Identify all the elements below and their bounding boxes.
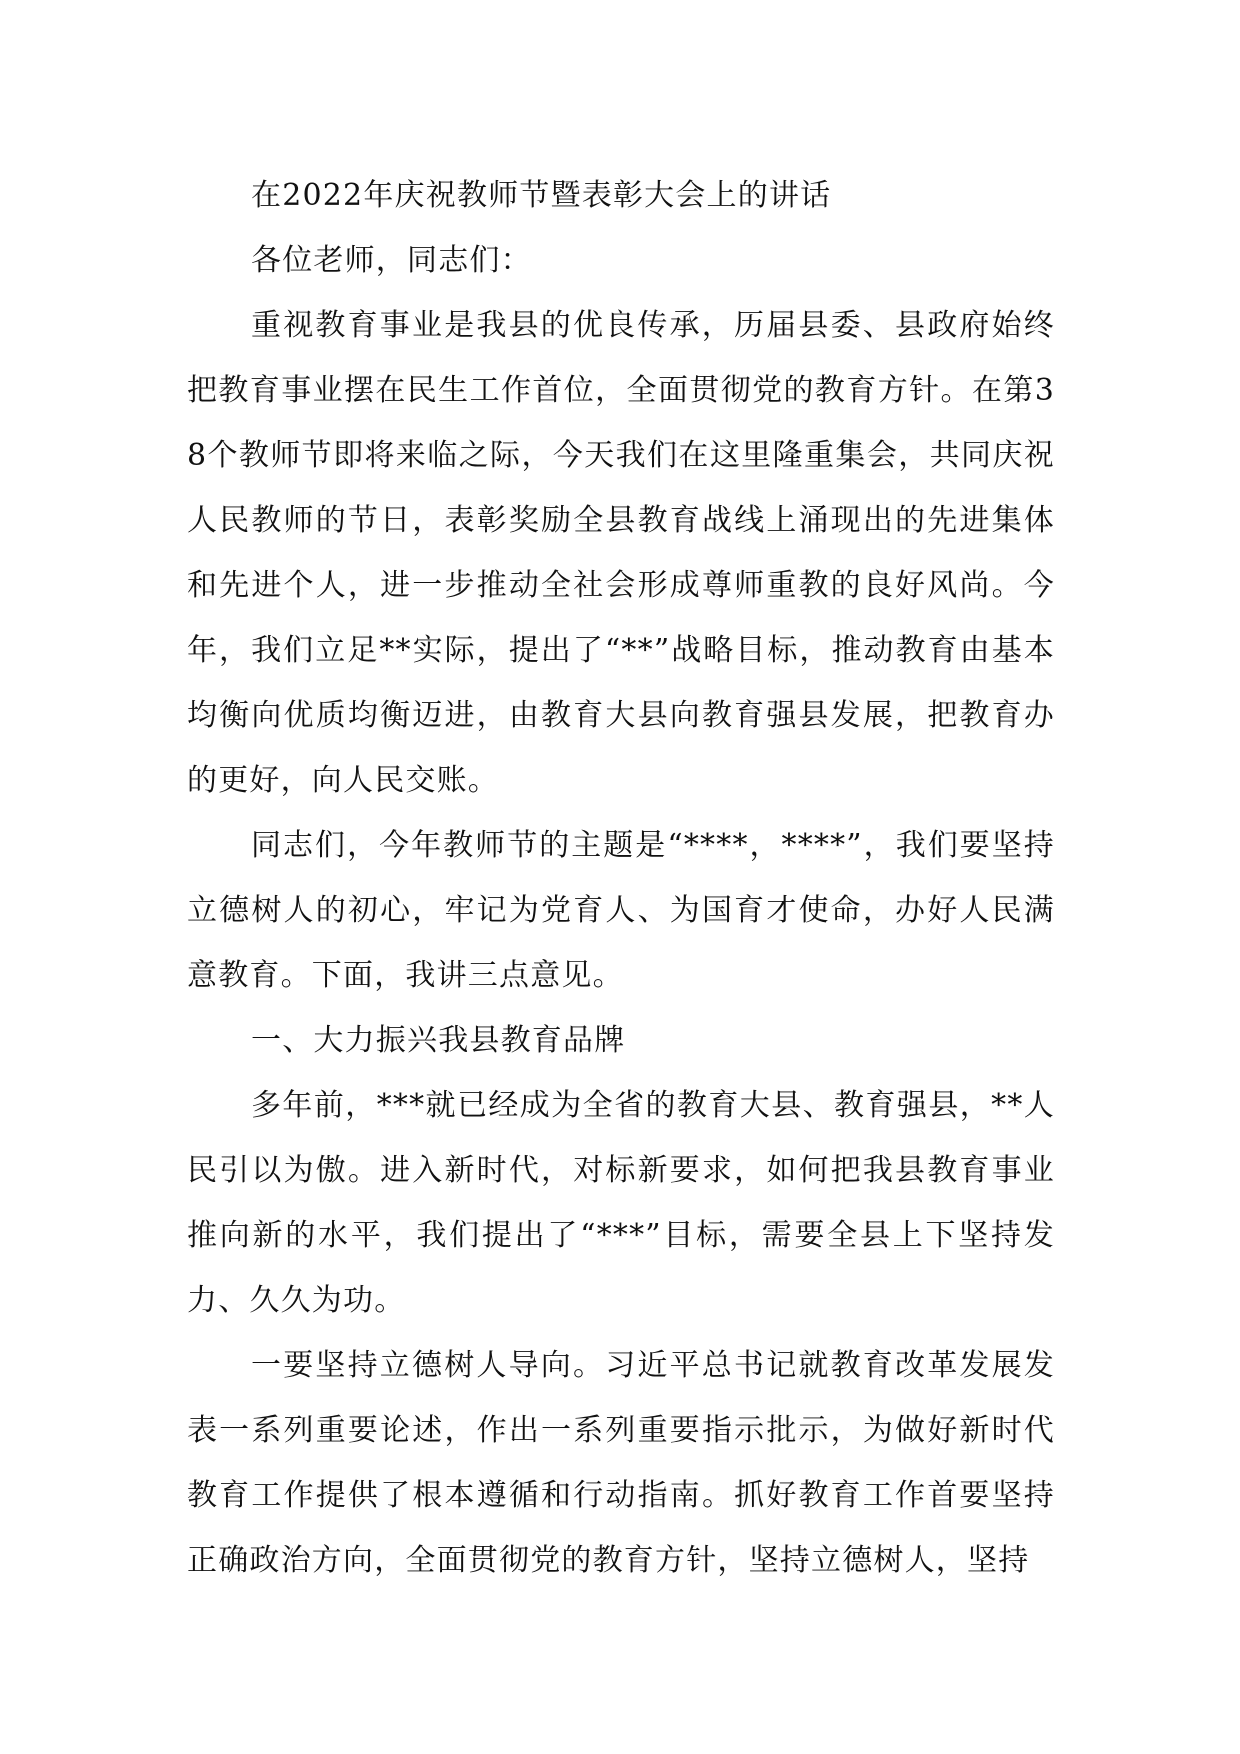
paragraph-intro: 重视教育事业是我县的优良传承，历届县委、县政府始终把教育事业摆在民生工作首位，全面贯彻党的教育方针。在第38个教师节即将来临之际，今天我们在这里隆重集会，共同庆祝人民教师的节日，表彰奖励全县教育战线上涌现出的先进集体和先进个人，进一步推动全社会形成尊师重教的良好风尚。今年，我们立足**实际，提出了“**”战略目标，推动教育由基本均衡向优质均衡迈进，由教育大县向教育强县发展，把教育办的更好，向人民交账。	[187, 308, 1055, 798]
section-heading-1: 一、大力振兴我县教育品牌	[251, 1023, 626, 1058]
paragraph-point-1: 一要坚持立德树人导向。习近平总书记就教育改革发展发表一系列重要论述，作出一系列重要指示批示，为做好新时代教育工作提供了根本遵循和行动指南。抓好教育工作首要坚持正确政治方向，全面贯彻党的教育方针，坚持立德树人，坚持	[187, 1348, 1055, 1578]
salutation: 各位老师，同志们：	[251, 243, 532, 278]
paragraph-history: 多年前，***就已经成为全省的教育大县、教育强县，**人民引以为傲。进入新时代，对标新要求，如何把我县教育事业推向新的水平，我们提出了“***”目标，需要全县上下坚持发力、久久为功。	[187, 1088, 1055, 1318]
paragraph-theme: 同志们，今年教师节的主题是“****，****”，我们要坚持立德树人的初心，牢记为党育人、为国育才使命，办好人民满意教育。下面，我讲三点意见。	[187, 828, 1055, 993]
speech-title: 在2022年庆祝教师节暨表彰大会上的讲话	[251, 178, 832, 213]
document-body	[187, 163, 1055, 1593]
